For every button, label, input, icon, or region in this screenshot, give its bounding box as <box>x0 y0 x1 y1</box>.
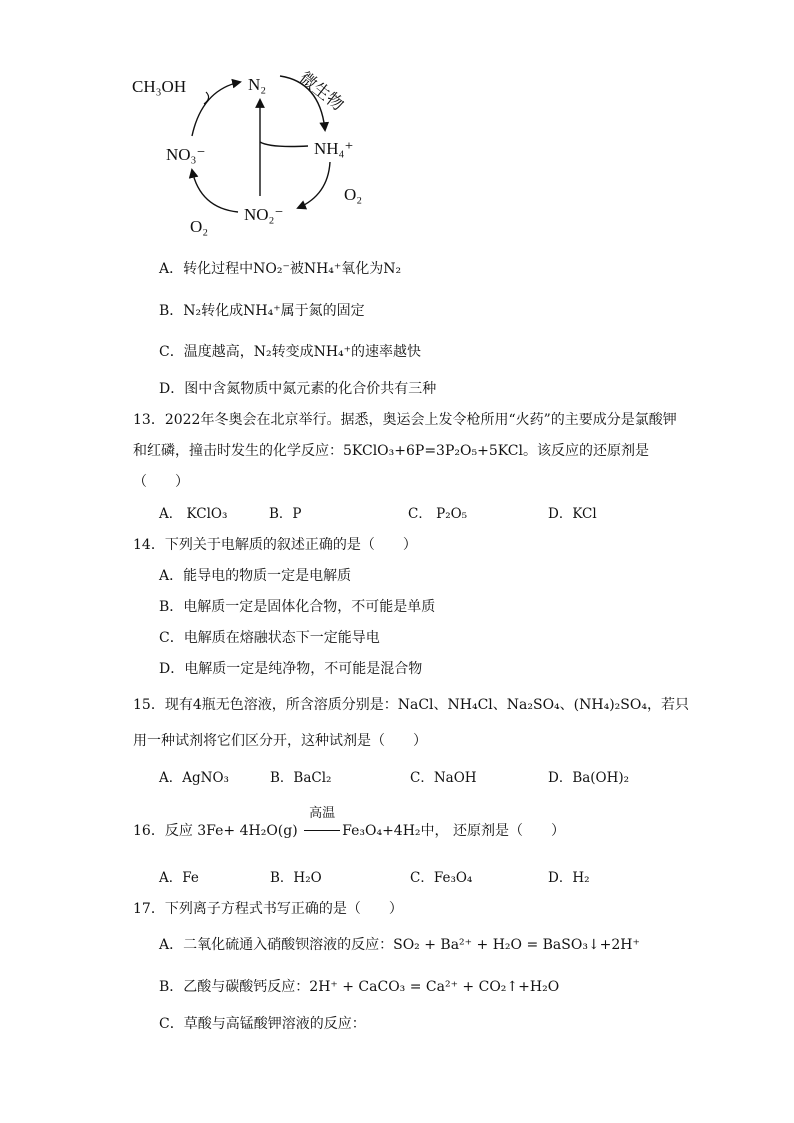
ch3oh-label: CH₃OH <box>132 77 187 96</box>
q16-option-b: B．H₂O <box>270 870 322 886</box>
q15-stem-line1: 15．现有4瓶无色溶液，所含溶质分别是：NaCl、NH₄Cl、Na₂SO₄、(NH₄)₂SO₄，若只 <box>133 697 689 713</box>
q17-option-b: B．乙酸与碳酸钙反应：2H⁺ + CaCO₃ = Ca²⁺ + CO₂↑+H₂O <box>159 979 560 995</box>
q16-condition-line <box>304 830 340 831</box>
q15-option-c: C．NaOH <box>410 770 477 786</box>
q12-option-b: B．N₂转化成NH₄⁺属于氮的固定 <box>159 303 365 319</box>
q15-option-b: B．BaCl₂ <box>270 770 332 786</box>
q12-option-c: C．温度越高，N₂转变成NH₄⁺的速率越快 <box>159 344 422 360</box>
q15-option-d: D．Ba(OH)₂ <box>548 770 630 786</box>
q16-stem-prefix: 16．反应 3Fe+ 4H₂O(g) <box>133 823 298 839</box>
q13-option-c: C． P₂O₅ <box>408 506 468 522</box>
q15-option-a: A．AgNO₃ <box>159 770 229 786</box>
arrow-no2-to-no3 <box>192 170 238 212</box>
q13-stem-line3: （ ） <box>133 474 189 490</box>
q12-option-d: D．图中含氮物质中氮元素的化合价共有三种 <box>159 381 437 397</box>
arrow-nh4-to-no2 <box>298 162 330 208</box>
line-nh4-join <box>260 142 308 147</box>
q16-stem-suffix: Fe₃O₄+4H₂中， 还原剂是（ ） <box>342 823 565 839</box>
q16-option-d: D．H₂ <box>548 870 590 886</box>
q14-option-a: A．能导电的物质一定是电解质 <box>159 568 352 584</box>
q14-stem: 14．下列关于电解质的叙述正确的是（ ） <box>133 537 417 553</box>
o2-left-label: O₂ <box>190 217 209 236</box>
q13-stem-line1: 13．2022年冬奥会在北京举行。据悉，奥运会上发令枪所用“火药”的主要成分是氯酸钾 <box>133 412 677 428</box>
q17-option-c: C．草酸与高锰酸钾溶液的反应： <box>159 1016 366 1032</box>
q14-option-d: D．电解质一定是纯净物，不可能是混合物 <box>159 661 423 677</box>
q15-stem-line2: 用一种试剂将它们区分开，这种试剂是（ ） <box>133 733 427 749</box>
q16-option-c: C．Fe₃O₄ <box>410 870 473 886</box>
q13-stem-line2: 和红磷，撞击时发生的化学反应：5KClO₃+6P=3P₂O₅+5KCl。该反应的还原剂是 <box>133 443 649 459</box>
nitrogen-cycle-diagram <box>120 60 380 250</box>
q16-option-a: A．Fe <box>159 870 199 886</box>
q13-option-a: A． KClO₃ <box>159 506 228 522</box>
microbe-label: 微生物 <box>294 68 348 116</box>
no2-label: NO₂⁻ <box>244 205 284 224</box>
q16-reaction-condition <box>304 806 340 840</box>
q12-option-a: A．转化过程中NO₂⁻被NH₄⁺氧化为N₂ <box>159 261 402 277</box>
arrow-no3-to-n2 <box>192 82 240 136</box>
q13-option-d: D．KCl <box>548 506 597 522</box>
q17-option-a: A．二氧化硫通入硝酸钡溶液的反应：SO₂ + Ba²⁺ + H₂O = BaSO₃↓+2H⁺ <box>159 937 640 953</box>
line-ch3oh-join <box>204 92 209 104</box>
q14-option-c: C．电解质在熔融状态下一定能导电 <box>159 630 380 646</box>
q13-option-b: B．P <box>269 506 302 522</box>
no3-label: NO₃⁻ <box>166 145 206 164</box>
q14-option-b: B．电解质一定是固体化合物，不可能是单质 <box>159 599 436 615</box>
o2-right-label: O₂ <box>344 185 363 204</box>
nh4-label: NH₄⁺ <box>314 139 354 158</box>
q16-stem <box>133 806 565 840</box>
q16-condition-text: 高温 <box>309 806 336 821</box>
n2-label: N₂ <box>248 75 267 94</box>
q17-stem: 17．下列离子方程式书写正确的是（ ） <box>133 901 403 917</box>
